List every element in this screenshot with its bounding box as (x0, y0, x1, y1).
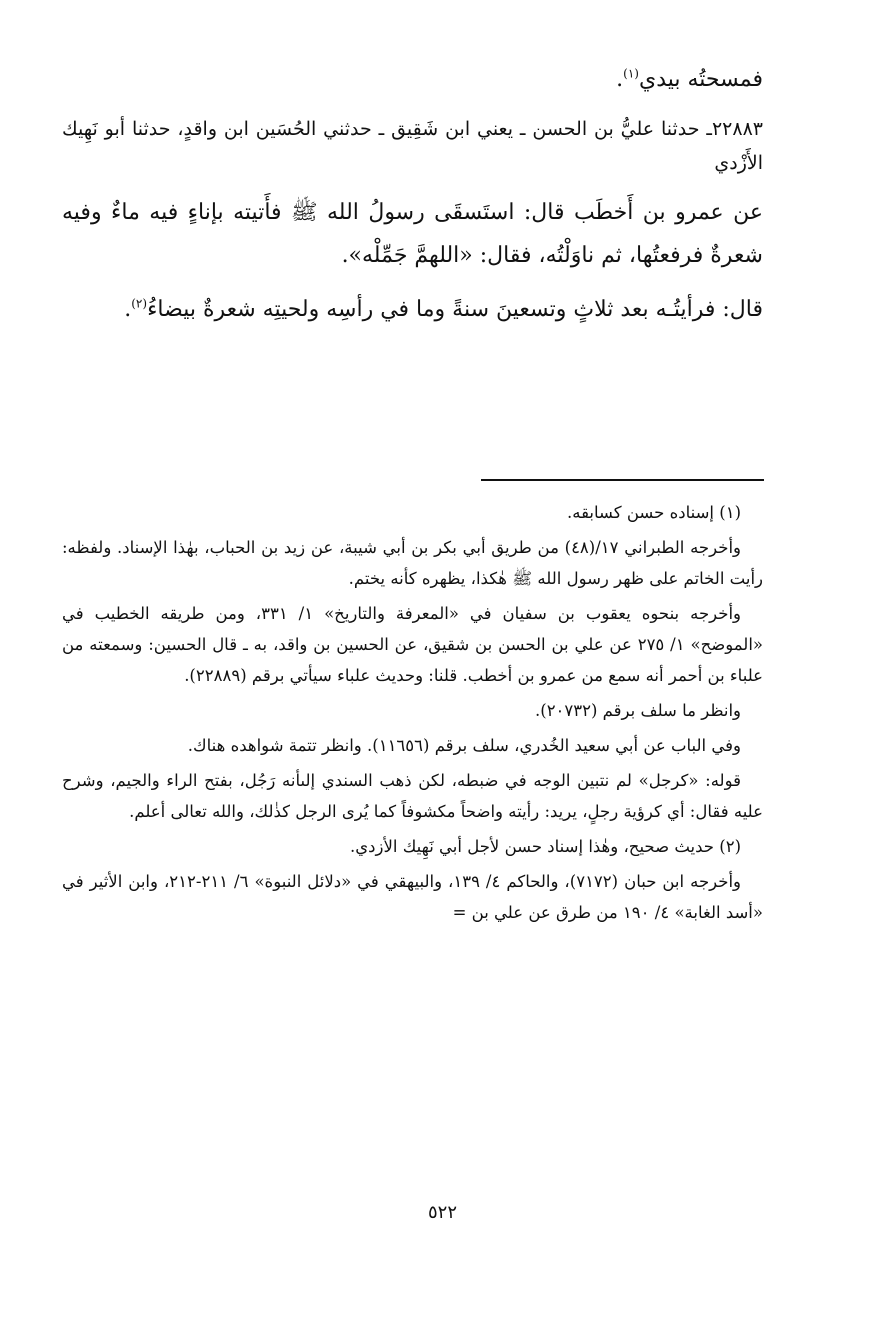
footnote-1: (١) إسناده حسن كسابقه. (566, 503, 741, 522)
footnote-marker-2: (٢) (131, 296, 148, 311)
hadith-number: ٢٢٨٨٣ـ (706, 118, 763, 140)
footnotes (62, 497, 763, 932)
hadith-matn: عن عمرو بن أَخطَب قال: استَسقَى رسولُ الله ﷺ فأَتيته بإناءٍ فيه ماءٌ وفيه شعرةٌ فرفعتُها، ثم ناوَلْتُه، فقال: «اللهمَّ جَمِّلْه». (62, 200, 763, 268)
footnote-1-paragraph-1: وأخرجه الطبراني ١٧/(٤٨) من طريق أبي بكر بن أبي شيبة، عن زيد بن الحباب، بهٰذا الإسناد. ولفظه: رأيت الخاتم على ظهر رسول الله ﷺ هٰكذا، يظهره كأنه يختم. (62, 538, 763, 588)
footnote-1-paragraph-5: قوله: «كرجل» لم نتبين الوجه في ضبطه، لكن ذهب السندي إلىأنه رَجُل، بفتح الراء والجيم، وشرح عليه فقال: أي كرؤية رجلٍ، يريد: رأيته واضحاً مكشوفاً كما يُرى الرجل كذٰلك، والله تعالى أعلم. (62, 771, 763, 821)
main-paragraph-0-text: فمسحتُه بيدي (638, 67, 763, 92)
hadith-isnad: حدثنا عليُّ بن الحسن ـ يعني ابن شَقِيق ـ حدثني الحُسَين ابن واقدٍ، حدثنا أبو نَهِيك الأَزْدي (62, 118, 763, 174)
hadith-paragraph (62, 112, 763, 180)
main-text (62, 58, 763, 331)
main-paragraph-3-text: قال: فرأيتُـه بعد ثلاثٍ وتسعينَ سنةً وما في رأسِه ولحيتِه شعرةٌ بيضاءُ (147, 297, 763, 322)
footnote-1-paragraph-4: وفي الباب عن أبي سعيد الخُدري، سلف برقم (١١٦٥٦). وانظر تتمة شواهده هناك. (187, 736, 741, 755)
footnote-separator (481, 479, 764, 481)
footnote-1-paragraph-2: وأخرجه بنحوه يعقوب بن سفيان في «المعرفة والتاريخ» ١/ ٣٣١، ومن طريقه الخطيب في «الموضح» ١/ ٢٧٥ عن علي بن الحسن بن شقيق، عن الحسين بن واقد، به ـ قال الحسين: وسمعته من علباء بن أحمر أنه سمع من عمرو بن أخطب. قلنا: وحديث علباء سيأتي برقم (٢٢٨٨٩). (62, 604, 764, 685)
main-paragraph-0 (62, 58, 763, 101)
footnote-2-paragraph-1: وأخرجه ابن حبان (٧١٧٢)، والحاكم ٤/ ١٣٩، والبيهقي في «دلائل النبوة» ٦/ ٢١١-٢١٢، وابن الأثير في «أسد الغابة» ٤/ ١٩٠ من طرق عن علي بن = (62, 872, 763, 922)
footnote-1-paragraph-3: وانظر ما سلف برقم (٢٠٧٣٢). (535, 701, 741, 720)
main-paragraph-0-end: . (616, 67, 624, 92)
footnote-marker-1: (١) (623, 66, 639, 81)
page-number: ٥٢٢ (427, 1202, 457, 1223)
footnote-2: (٢) حديث صحيح، وهٰذا إسناد حسن لأجل أبي نَهِيك الأزدي. (350, 837, 741, 856)
main-paragraph-3 (62, 288, 763, 331)
main-paragraph-3-end: . (124, 297, 132, 322)
